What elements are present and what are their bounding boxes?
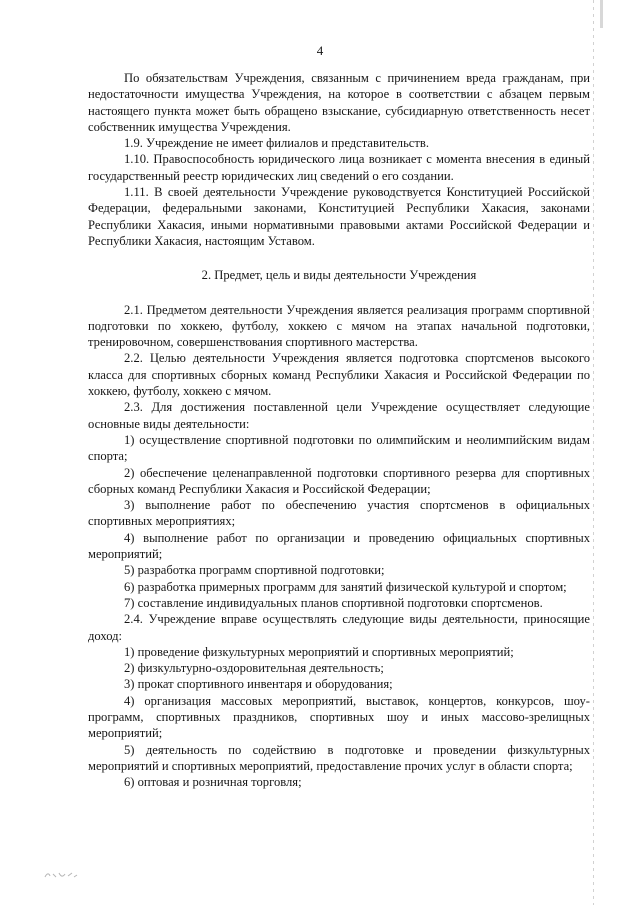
- list-item: 7) составление индивидуальных планов спортивной подготовки спортсменов.: [124, 595, 543, 610]
- document-body: [88, 70, 590, 790]
- list-item: 1) проведение физкультурных мероприятий и спортивных мероприятий;: [124, 644, 514, 659]
- list-item: 2) физкультурно-оздоровительная деятельность;: [124, 661, 384, 676]
- paragraph-2-3: 2.3. Для достижения поставленной цели Учреждение осуществляет следующие основные виды деятельности:: [88, 400, 590, 431]
- section-heading: 2. Предмет, цель и виды деятельности Учреждения: [201, 268, 477, 283]
- list-item: 1) осуществление спортивной подготовки по олимпийским и неолимпийским видам спорта;: [88, 432, 590, 464]
- paragraph-2-4: 2.4. Учреждение вправе осуществлять следующие виды деятельности, приносящие доход:: [88, 612, 590, 643]
- paragraph-1-11: 1.11. В своей деятельности Учреждение руководствуется Конституцией Российской Федерации, федеральными законами, Конституцией Республики Хакасия, законами Республики Хакасия, иными нормативными правовыми актами Российской Федерации и Республики Хакасия, настоящим Уставом.: [88, 185, 590, 248]
- list-item: 4) выполнение работ по организации и проведению официальных спортивных мероприятий;: [88, 530, 590, 562]
- paragraph-2-1: 2.1. Предметом деятельности Учреждения является реализация программ спортивной подготовки по хоккею, футболу, хоккею с мячом на этапах начальной подготовки, тренировочном, совершенствования спортивного мастерства.: [88, 302, 590, 350]
- faint-scan-mark: [44, 871, 78, 879]
- list-item: 5) разработка программ спортивной подготовки;: [124, 563, 385, 578]
- page-number: 4: [316, 43, 324, 58]
- paragraph-1-9: 1.9. Учреждение не имеет филиалов и представительств.: [124, 136, 429, 151]
- scan-edge-line: [593, 0, 594, 905]
- list-item: 6) оптовая и розничная торговля;: [124, 775, 302, 790]
- list-item: 4) организация массовых мероприятий, выставок, концертов, конкурсов, шоу-программ, спортивных праздников, спортивных шоу и иных массово-зрелищных мероприятий;: [88, 693, 590, 741]
- list-item: 6) разработка примерных программ для занятий физической культурой и спортом;: [124, 579, 567, 594]
- paragraph-liability: По обязательствам Учреждения, связанным с причинением вреда гражданам, при недостаточности имущества Учреждения, на которое в соответствии с абзацем первым настоящего пункта может быть обращено взыскание, субсидиарную ответственность несет собственник имущества Учреждения.: [88, 71, 590, 134]
- paragraph-1-10: 1.10. Правоспособность юридического лица возникает с момента внесения в единый государственный реестр юридических лиц сведений о его создании.: [88, 152, 590, 183]
- scan-edge-mark: [600, 0, 603, 28]
- list-item: 3) прокат спортивного инвентаря и оборудования;: [124, 677, 393, 692]
- list-item: 3) выполнение работ по обеспечению участия спортсменов в официальных спортивных мероприятиях;: [88, 498, 590, 529]
- list-item: 5) деятельность по содействию в подготовке и проведении физкультурных мероприятий и спортивных мероприятий, предоставление прочих услуг в области спорта;: [88, 742, 590, 773]
- list-item: 2) обеспечение целенаправленной подготовки спортивного резерва для спортивных сборных команд Республики Хакасия и Российской Федерации;: [88, 465, 590, 496]
- paragraph-2-2: 2.2. Целью деятельности Учреждения является подготовка спортсменов высокого класса для спортивных сборных команд Республики Хакасия и Российской Федерации по хоккею, футболу, хоккею с мячом.: [88, 351, 590, 399]
